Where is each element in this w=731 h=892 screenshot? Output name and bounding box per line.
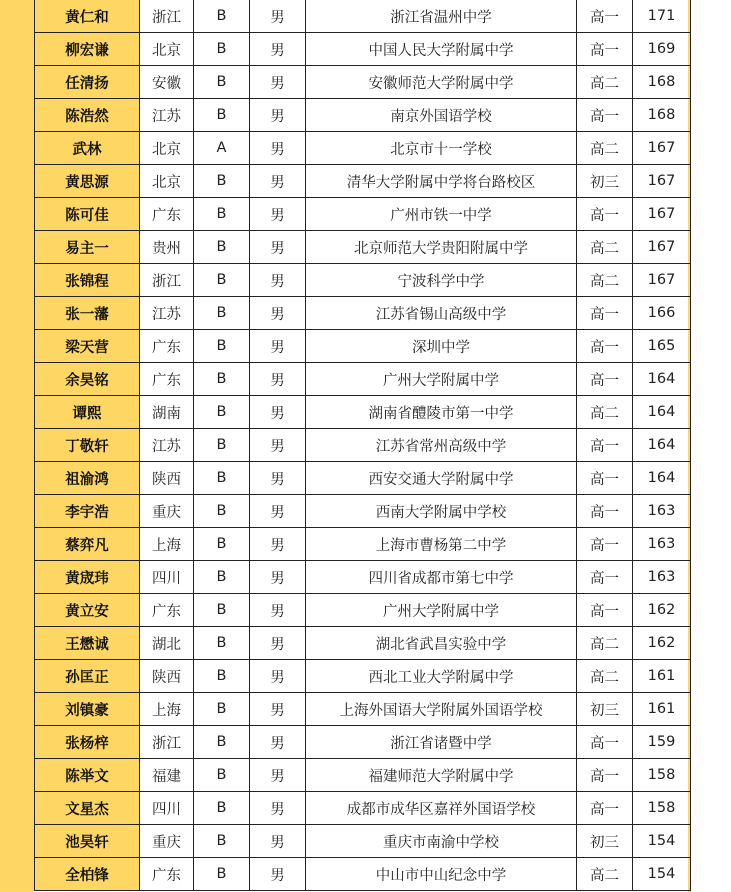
- school-cell: 西南大学附属中学校: [306, 495, 577, 528]
- table-row: [35, 264, 691, 297]
- province-cell: 北京: [140, 132, 194, 165]
- score-cell: 154: [633, 858, 691, 891]
- province-cell: 陕西: [140, 462, 194, 495]
- name-cell: 易主一: [35, 231, 140, 264]
- name-cell: 文星杰: [35, 792, 140, 825]
- grade-cell: 初三: [577, 825, 633, 858]
- gender-cell: 男: [250, 198, 306, 231]
- school-cell: 北京市十一学校: [306, 132, 577, 165]
- name-cell: 黄立安: [35, 594, 140, 627]
- gender-cell: 男: [250, 462, 306, 495]
- level-cell: B: [194, 264, 250, 297]
- level-cell: B: [194, 330, 250, 363]
- province-cell: 浙江: [140, 0, 194, 33]
- score-cell: 165: [633, 330, 691, 363]
- gender-cell: 男: [250, 759, 306, 792]
- score-cell: 163: [633, 561, 691, 594]
- gender-cell: 男: [250, 264, 306, 297]
- province-cell: 安徽: [140, 66, 194, 99]
- right-margin: [688, 0, 731, 892]
- score-cell: 164: [633, 363, 691, 396]
- school-cell: 江苏省常州高级中学: [306, 429, 577, 462]
- table-row: [35, 66, 691, 99]
- province-cell: 浙江: [140, 264, 194, 297]
- grade-cell: 高二: [577, 627, 633, 660]
- name-cell: 张锦程: [35, 264, 140, 297]
- grade-cell: 初三: [577, 693, 633, 726]
- level-cell: B: [194, 363, 250, 396]
- grade-cell: 高一: [577, 561, 633, 594]
- score-cell: 163: [633, 528, 691, 561]
- grade-cell: 高一: [577, 594, 633, 627]
- level-cell: B: [194, 495, 250, 528]
- score-cell: 164: [633, 396, 691, 429]
- province-cell: 广东: [140, 858, 194, 891]
- score-cell: 167: [633, 264, 691, 297]
- name-cell: 黄宬玮: [35, 561, 140, 594]
- table-row: [35, 726, 691, 759]
- grade-cell: 高一: [577, 0, 633, 33]
- grade-cell: 高一: [577, 429, 633, 462]
- level-cell: B: [194, 99, 250, 132]
- grade-cell: 高二: [577, 264, 633, 297]
- level-cell: B: [194, 396, 250, 429]
- grade-cell: 高二: [577, 231, 633, 264]
- gender-cell: 男: [250, 693, 306, 726]
- grade-cell: 高二: [577, 396, 633, 429]
- province-cell: 江苏: [140, 297, 194, 330]
- score-cell: 169: [633, 33, 691, 66]
- gender-cell: 男: [250, 594, 306, 627]
- province-cell: 北京: [140, 165, 194, 198]
- level-cell: B: [194, 462, 250, 495]
- name-cell: 蔡弈凡: [35, 528, 140, 561]
- province-cell: 江苏: [140, 429, 194, 462]
- province-cell: 江苏: [140, 99, 194, 132]
- grade-cell: 高二: [577, 660, 633, 693]
- name-cell: 陈举文: [35, 759, 140, 792]
- table-row: [35, 660, 691, 693]
- table-row: [35, 429, 691, 462]
- score-cell: 164: [633, 429, 691, 462]
- name-cell: 孙匡正: [35, 660, 140, 693]
- table-row: [35, 363, 691, 396]
- name-cell: 陈浩然: [35, 99, 140, 132]
- gender-cell: 男: [250, 528, 306, 561]
- level-cell: B: [194, 66, 250, 99]
- table-row: [35, 495, 691, 528]
- name-cell: 刘镇豪: [35, 693, 140, 726]
- level-cell: B: [194, 693, 250, 726]
- score-cell: 171: [633, 0, 691, 33]
- table-row: [35, 594, 691, 627]
- level-cell: B: [194, 33, 250, 66]
- school-cell: 西北工业大学附属中学: [306, 660, 577, 693]
- score-cell: 163: [633, 495, 691, 528]
- school-cell: 广州大学附属中学: [306, 363, 577, 396]
- table-row: [35, 330, 691, 363]
- grade-cell: 高一: [577, 726, 633, 759]
- gender-cell: 男: [250, 297, 306, 330]
- province-cell: 上海: [140, 528, 194, 561]
- table-row: [35, 99, 691, 132]
- grade-cell: 高二: [577, 132, 633, 165]
- name-cell: 丁敬轩: [35, 429, 140, 462]
- name-cell: 武林: [35, 132, 140, 165]
- school-cell: 浙江省诸暨中学: [306, 726, 577, 759]
- level-cell: B: [194, 231, 250, 264]
- level-cell: B: [194, 792, 250, 825]
- results-table: [34, 0, 691, 891]
- gender-cell: 男: [250, 495, 306, 528]
- grade-cell: 高一: [577, 198, 633, 231]
- score-cell: 168: [633, 99, 691, 132]
- school-cell: 上海外国语大学附属外国语学校: [306, 693, 577, 726]
- level-cell: B: [194, 627, 250, 660]
- name-cell: 梁天营: [35, 330, 140, 363]
- table-row: [35, 198, 691, 231]
- table-row: [35, 561, 691, 594]
- gender-cell: 男: [250, 429, 306, 462]
- school-cell: 湖北省武昌实验中学: [306, 627, 577, 660]
- province-cell: 四川: [140, 792, 194, 825]
- school-cell: 中山市中山纪念中学: [306, 858, 577, 891]
- table-row: [35, 165, 691, 198]
- table-row: [35, 0, 691, 33]
- level-cell: B: [194, 165, 250, 198]
- grade-cell: 高一: [577, 33, 633, 66]
- name-cell: 张杨梓: [35, 726, 140, 759]
- table-row: [35, 396, 691, 429]
- name-cell: 陈可佳: [35, 198, 140, 231]
- school-cell: 深圳中学: [306, 330, 577, 363]
- gender-cell: 男: [250, 330, 306, 363]
- school-cell: 南京外国语学校: [306, 99, 577, 132]
- grade-cell: 高一: [577, 495, 633, 528]
- level-cell: B: [194, 561, 250, 594]
- province-cell: 浙江: [140, 726, 194, 759]
- name-cell: 池昊轩: [35, 825, 140, 858]
- score-cell: 164: [633, 462, 691, 495]
- table-row: [35, 627, 691, 660]
- province-cell: 福建: [140, 759, 194, 792]
- table-row: [35, 858, 691, 891]
- grade-cell: 高一: [577, 462, 633, 495]
- name-cell: 全柏锋: [35, 858, 140, 891]
- name-cell: 任清扬: [35, 66, 140, 99]
- school-cell: 上海市曹杨第二中学: [306, 528, 577, 561]
- province-cell: 北京: [140, 33, 194, 66]
- score-cell: 161: [633, 660, 691, 693]
- gender-cell: 男: [250, 825, 306, 858]
- gender-cell: 男: [250, 858, 306, 891]
- level-cell: B: [194, 858, 250, 891]
- gender-cell: 男: [250, 660, 306, 693]
- gender-cell: 男: [250, 726, 306, 759]
- school-cell: 湖南省醴陵市第一中学: [306, 396, 577, 429]
- score-cell: 154: [633, 825, 691, 858]
- table-row: [35, 693, 691, 726]
- table-row: [35, 132, 691, 165]
- table-row: [35, 231, 691, 264]
- gender-cell: 男: [250, 792, 306, 825]
- school-cell: 江苏省锡山高级中学: [306, 297, 577, 330]
- gender-cell: 男: [250, 627, 306, 660]
- level-cell: B: [194, 825, 250, 858]
- gender-cell: 男: [250, 132, 306, 165]
- school-cell: 清华大学附属中学将台路校区: [306, 165, 577, 198]
- score-cell: 162: [633, 627, 691, 660]
- grade-cell: 高一: [577, 792, 633, 825]
- name-cell: 余昊铭: [35, 363, 140, 396]
- score-cell: 161: [633, 693, 691, 726]
- score-cell: 162: [633, 594, 691, 627]
- school-cell: 重庆市南渝中学校: [306, 825, 577, 858]
- name-cell: 谭熙: [35, 396, 140, 429]
- province-cell: 重庆: [140, 495, 194, 528]
- school-cell: 安徽师范大学附属中学: [306, 66, 577, 99]
- score-cell: 158: [633, 792, 691, 825]
- name-cell: 柳宏谦: [35, 33, 140, 66]
- grade-cell: 高一: [577, 330, 633, 363]
- gender-cell: 男: [250, 33, 306, 66]
- name-cell: 祖渝鸿: [35, 462, 140, 495]
- grade-cell: 高二: [577, 858, 633, 891]
- gender-cell: 男: [250, 165, 306, 198]
- level-cell: B: [194, 528, 250, 561]
- school-cell: 宁波科学中学: [306, 264, 577, 297]
- gender-cell: 男: [250, 396, 306, 429]
- level-cell: B: [194, 759, 250, 792]
- name-cell: 张一藩: [35, 297, 140, 330]
- gender-cell: 男: [250, 561, 306, 594]
- level-cell: B: [194, 198, 250, 231]
- table-row: [35, 462, 691, 495]
- name-cell: 黄思源: [35, 165, 140, 198]
- level-cell: A: [194, 132, 250, 165]
- score-cell: 159: [633, 726, 691, 759]
- grade-cell: 高一: [577, 363, 633, 396]
- province-cell: 广东: [140, 363, 194, 396]
- grade-cell: 高二: [577, 66, 633, 99]
- grade-cell: 高一: [577, 99, 633, 132]
- province-cell: 广东: [140, 330, 194, 363]
- score-cell: 158: [633, 759, 691, 792]
- name-cell: 王懋诚: [35, 627, 140, 660]
- gender-cell: 男: [250, 99, 306, 132]
- score-cell: 167: [633, 231, 691, 264]
- grade-cell: 高一: [577, 759, 633, 792]
- school-cell: 四川省成都市第七中学: [306, 561, 577, 594]
- score-cell: 167: [633, 198, 691, 231]
- table-row: [35, 297, 691, 330]
- province-cell: 重庆: [140, 825, 194, 858]
- school-cell: 浙江省温州中学: [306, 0, 577, 33]
- level-cell: B: [194, 429, 250, 462]
- level-cell: B: [194, 726, 250, 759]
- school-cell: 西安交通大学附属中学: [306, 462, 577, 495]
- name-cell: 李宇浩: [35, 495, 140, 528]
- level-cell: B: [194, 660, 250, 693]
- gender-cell: 男: [250, 66, 306, 99]
- level-cell: B: [194, 594, 250, 627]
- school-cell: 北京师范大学贵阳附属中学: [306, 231, 577, 264]
- score-cell: 166: [633, 297, 691, 330]
- table-row: [35, 33, 691, 66]
- level-cell: B: [194, 297, 250, 330]
- province-cell: 湖北: [140, 627, 194, 660]
- province-cell: 上海: [140, 693, 194, 726]
- gender-cell: 男: [250, 231, 306, 264]
- grade-cell: 初三: [577, 165, 633, 198]
- results-table-body: [35, 0, 691, 891]
- table-row: [35, 759, 691, 792]
- province-cell: 湖南: [140, 396, 194, 429]
- school-cell: 成都市成华区嘉祥外国语学校: [306, 792, 577, 825]
- school-cell: 广州大学附属中学: [306, 594, 577, 627]
- table-row: [35, 792, 691, 825]
- province-cell: 四川: [140, 561, 194, 594]
- table-row: [35, 825, 691, 858]
- name-cell: 黄仁和: [35, 0, 140, 33]
- grade-cell: 高一: [577, 528, 633, 561]
- school-cell: 中国人民大学附属中学: [306, 33, 577, 66]
- score-cell: 168: [633, 66, 691, 99]
- gender-cell: 男: [250, 0, 306, 33]
- province-cell: 广东: [140, 198, 194, 231]
- province-cell: 贵州: [140, 231, 194, 264]
- gender-cell: 男: [250, 363, 306, 396]
- province-cell: 广东: [140, 594, 194, 627]
- school-cell: 福建师范大学附属中学: [306, 759, 577, 792]
- school-cell: 广州市铁一中学: [306, 198, 577, 231]
- left-accent-stripe: [0, 0, 34, 892]
- table-row: [35, 528, 691, 561]
- grade-cell: 高一: [577, 297, 633, 330]
- score-cell: 167: [633, 165, 691, 198]
- province-cell: 陕西: [140, 660, 194, 693]
- score-cell: 167: [633, 132, 691, 165]
- level-cell: B: [194, 0, 250, 33]
